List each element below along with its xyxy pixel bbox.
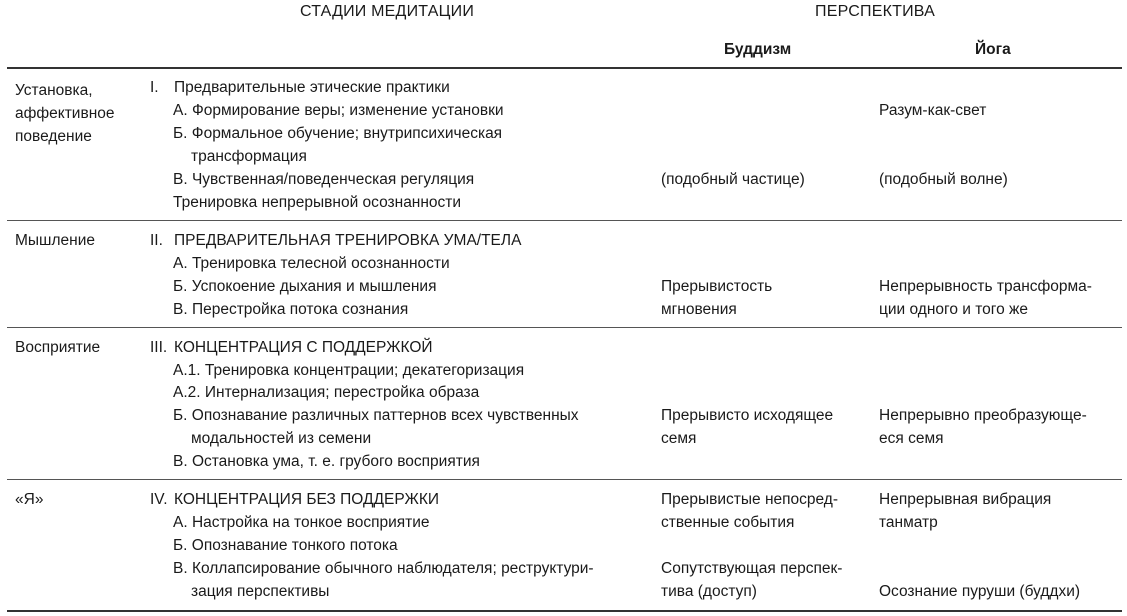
stage-heading (150, 79, 450, 97)
stage-title: Предварительные этические практики (174, 79, 450, 96)
row-divider (7, 220, 1122, 221)
buddhism-cell: Прерывистость (661, 278, 773, 295)
roman-numeral: I. (150, 79, 159, 96)
buddhism-cell: тива (доступ) (661, 583, 757, 600)
stage-line: В. Перестройка потока сознания (173, 301, 409, 318)
yoga-cell: ции одного и того же (879, 301, 1028, 318)
stage-line: В. Коллапсирование обычного наблюдателя; реструктури- (173, 560, 594, 577)
yoga-cell: Непрерывно преобразующе- (879, 407, 1087, 424)
row-divider (7, 327, 1122, 328)
stage-heading (150, 491, 439, 509)
row-category: «Я» (15, 491, 44, 508)
yoga-cell: (подобный волне) (879, 171, 1008, 188)
stage-line: Тренировка непрерывной осознанности (173, 194, 462, 211)
category-line: поведение (15, 128, 92, 145)
yoga-cell: Разум-как-свет (879, 102, 987, 119)
bottom-rule (7, 610, 1122, 612)
stage-title: КОНЦЕНТРАЦИЯ С ПОДДЕРЖКОЙ (174, 339, 433, 356)
stage-line: зация перспективы (191, 583, 330, 600)
yoga-cell: Непрерывность трансформа- (879, 278, 1092, 295)
yoga-cell: Осознание пуруши (буддхи) (879, 583, 1081, 600)
stage-line: В. Чувственная/поведенческая регуляция (173, 171, 475, 188)
header-buddhism: Буддизм (724, 41, 792, 58)
stage-line: А.1. Тренировка концентрации; декатегоризация (173, 362, 525, 379)
stage-line: А.2. Интернализация; перестройка образа (173, 384, 480, 401)
category-line: аффективное (15, 105, 115, 122)
stage-line: Б. Опознавание тонкого потока (173, 537, 398, 554)
roman-numeral: IV. (150, 491, 168, 508)
category-line: Установка, (15, 82, 93, 99)
stage-line: Б. Успокоение дыхания и мышления (173, 278, 437, 295)
row-category (15, 79, 115, 148)
yoga-cell: еся семя (879, 430, 944, 447)
stage-line: В. Остановка ума, т. е. грубого восприятия (173, 453, 480, 470)
buddhism-cell: Сопутствующая перспек- (661, 560, 843, 577)
header-yoga: Йога (975, 41, 1011, 58)
stage-title: КОНЦЕНТРАЦИЯ БЕЗ ПОДДЕРЖКИ (174, 491, 439, 508)
stage-line: модальностей из семени (191, 430, 372, 447)
stage-title: ПРЕДВАРИТЕЛЬНАЯ ТРЕНИРОВКА УМА/ТЕЛА (174, 232, 522, 249)
buddhism-cell: Прерывисто исходящее (661, 407, 834, 424)
buddhism-cell: (подобный частице) (661, 171, 805, 188)
row-category: Мышление (15, 232, 95, 249)
header-stages-title: СТАДИИ МЕДИТАЦИИ (300, 3, 475, 20)
header-perspective-title: ПЕРСПЕКТИВА (815, 3, 935, 20)
stage-heading (150, 232, 521, 250)
stage-line: А. Формирование веры; изменение установки (173, 102, 504, 119)
stage-line: Б. Опознавание различных паттернов всех чувственных (173, 407, 579, 424)
row-divider (7, 479, 1122, 480)
buddhism-cell: Прерывистые непосред- (661, 491, 839, 508)
buddhism-cell: ственные события (661, 514, 795, 531)
stage-heading (150, 339, 433, 357)
stage-line: Б. Формальное обучение; внутрипсихическая (173, 125, 503, 142)
yoga-cell: Непрерывная вибрация (879, 491, 1052, 508)
header-rule (7, 67, 1122, 69)
buddhism-cell: семя (661, 430, 697, 447)
buddhism-cell: мгновения (661, 301, 737, 318)
stage-line: А. Тренировка телесной осознанности (173, 255, 450, 272)
roman-numeral: II. (150, 232, 163, 249)
row-category: Восприятие (15, 339, 101, 356)
yoga-cell: танматр (879, 514, 938, 531)
roman-numeral: III. (150, 339, 168, 356)
stage-line: А. Настройка на тонкое восприятие (173, 514, 430, 531)
stage-line: трансформация (191, 148, 307, 165)
